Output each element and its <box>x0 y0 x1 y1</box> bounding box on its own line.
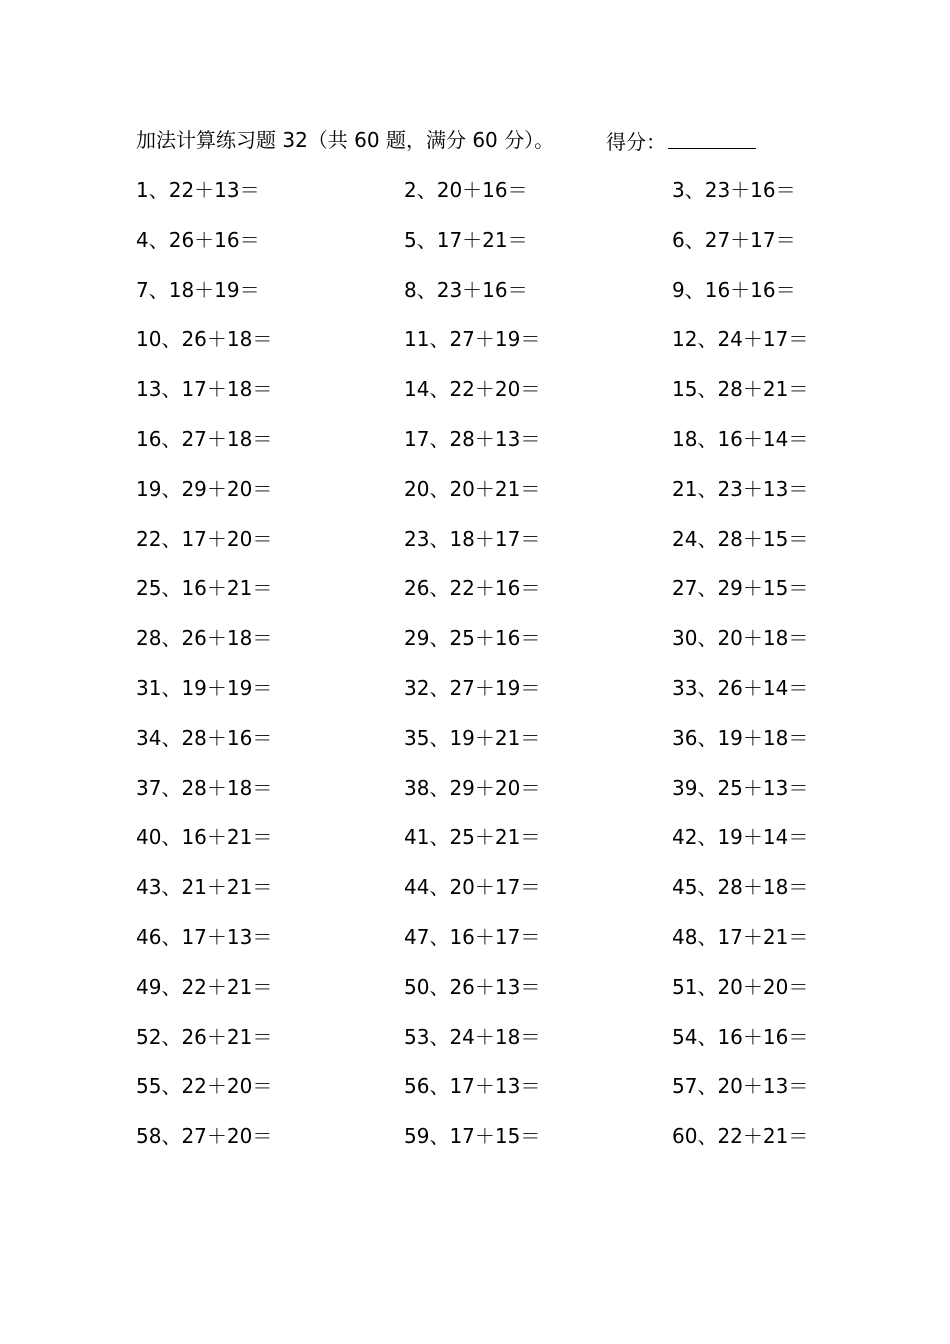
problem-item: 22、17＋20＝ <box>136 526 273 551</box>
problem-item: 17、28＋13＝ <box>404 426 541 451</box>
problem-item: 38、29＋20＝ <box>404 775 541 800</box>
problem-item: 25、16＋21＝ <box>136 576 273 601</box>
problem-item: 30、20＋18＝ <box>672 626 809 651</box>
problem-item: 6、27＋17＝ <box>672 227 796 252</box>
problem-item: 4、26＋16＝ <box>136 227 260 252</box>
problem-row <box>136 274 836 324</box>
problem-row <box>136 572 836 622</box>
problem-item: 3、23＋16＝ <box>672 178 796 202</box>
problem-item: 57、20＋13＝ <box>672 1074 809 1099</box>
problem-row <box>136 224 836 274</box>
problem-item: 31、19＋19＝ <box>136 675 273 700</box>
problem-row <box>136 921 836 971</box>
problem-item: 60、22＋21＝ <box>672 1124 809 1149</box>
problem-item: 26、22＋16＝ <box>404 576 541 601</box>
problem-item: 15、28＋21＝ <box>672 377 809 402</box>
problem-item: 29、25＋16＝ <box>404 626 541 651</box>
problem-item: 10、26＋18＝ <box>136 327 273 352</box>
problem-row <box>136 871 836 921</box>
problem-item: 28、26＋18＝ <box>136 626 273 651</box>
problem-row <box>136 772 836 822</box>
problem-item: 24、28＋15＝ <box>672 526 809 551</box>
problem-item: 51、20＋20＝ <box>672 974 809 999</box>
problem-item: 16、27＋18＝ <box>136 426 273 451</box>
problem-item: 27、29＋15＝ <box>672 576 809 601</box>
problem-row <box>136 672 836 722</box>
problem-item: 42、19＋14＝ <box>672 825 809 850</box>
problem-item: 32、27＋19＝ <box>404 675 541 700</box>
problem-item: 36、19＋18＝ <box>672 725 809 750</box>
problem-row <box>136 373 836 423</box>
problem-row <box>136 1021 836 1071</box>
problem-item: 39、25＋13＝ <box>672 775 809 800</box>
problem-item: 23、18＋17＝ <box>404 526 541 551</box>
problem-row <box>136 523 836 573</box>
problem-item: 20、20＋21＝ <box>404 476 541 501</box>
problem-grid <box>136 174 836 1170</box>
problem-item: 54、16＋16＝ <box>672 1024 809 1049</box>
problem-row <box>136 722 836 772</box>
score-label: 得分： <box>606 130 666 154</box>
problem-item: 33、26＋14＝ <box>672 675 809 700</box>
problem-row <box>136 323 836 373</box>
problem-item: 21、23＋13＝ <box>672 476 809 501</box>
problem-item: 44、20＋17＝ <box>404 875 541 900</box>
problem-row <box>136 622 836 672</box>
problem-item: 12、24＋17＝ <box>672 327 809 352</box>
problem-item: 35、19＋21＝ <box>404 725 541 750</box>
problem-item: 52、26＋21＝ <box>136 1024 273 1049</box>
problem-item: 48、17＋21＝ <box>672 924 809 949</box>
problem-item: 59、17＋15＝ <box>404 1124 541 1149</box>
problem-item: 55、22＋20＝ <box>136 1074 273 1099</box>
problem-row <box>136 473 836 523</box>
problem-item: 13、17＋18＝ <box>136 377 273 402</box>
problem-item: 34、28＋16＝ <box>136 725 273 750</box>
problem-item: 56、17＋13＝ <box>404 1074 541 1099</box>
problem-item: 18、16＋14＝ <box>672 426 809 451</box>
problem-item: 9、16＋16＝ <box>672 277 796 302</box>
problem-row <box>136 1120 836 1170</box>
problem-item: 43、21＋21＝ <box>136 875 273 900</box>
problem-row <box>136 423 836 473</box>
problem-item: 14、22＋20＝ <box>404 377 541 402</box>
problem-item: 49、22＋21＝ <box>136 974 273 999</box>
problem-item: 11、27＋19＝ <box>404 327 541 352</box>
problem-item: 2、20＋16＝ <box>404 178 528 202</box>
problem-row <box>136 821 836 871</box>
problem-item: 8、23＋16＝ <box>404 277 528 302</box>
problem-row <box>136 174 836 224</box>
problem-item: 41、25＋21＝ <box>404 825 541 850</box>
worksheet-title: 加法计算练习题 32（共 60 题，满分 60 分）。 <box>136 128 555 152</box>
problem-row <box>136 1070 836 1120</box>
problem-item: 46、17＋13＝ <box>136 924 273 949</box>
score-area <box>606 124 756 158</box>
problem-item: 50、26＋13＝ <box>404 974 541 999</box>
problem-item: 37、28＋18＝ <box>136 775 273 800</box>
problem-item: 40、16＋21＝ <box>136 825 273 850</box>
problem-item: 45、28＋18＝ <box>672 875 809 900</box>
problem-item: 5、17＋21＝ <box>404 227 528 252</box>
score-blank-line[interactable] <box>668 124 756 149</box>
problem-row <box>136 971 836 1021</box>
problem-item: 53、24＋18＝ <box>404 1024 541 1049</box>
problem-item: 7、18＋19＝ <box>136 277 260 302</box>
problem-item: 58、27＋20＝ <box>136 1124 273 1149</box>
problem-item: 1、22＋13＝ <box>136 178 260 202</box>
problem-item: 47、16＋17＝ <box>404 924 541 949</box>
problem-item: 19、29＋20＝ <box>136 476 273 501</box>
